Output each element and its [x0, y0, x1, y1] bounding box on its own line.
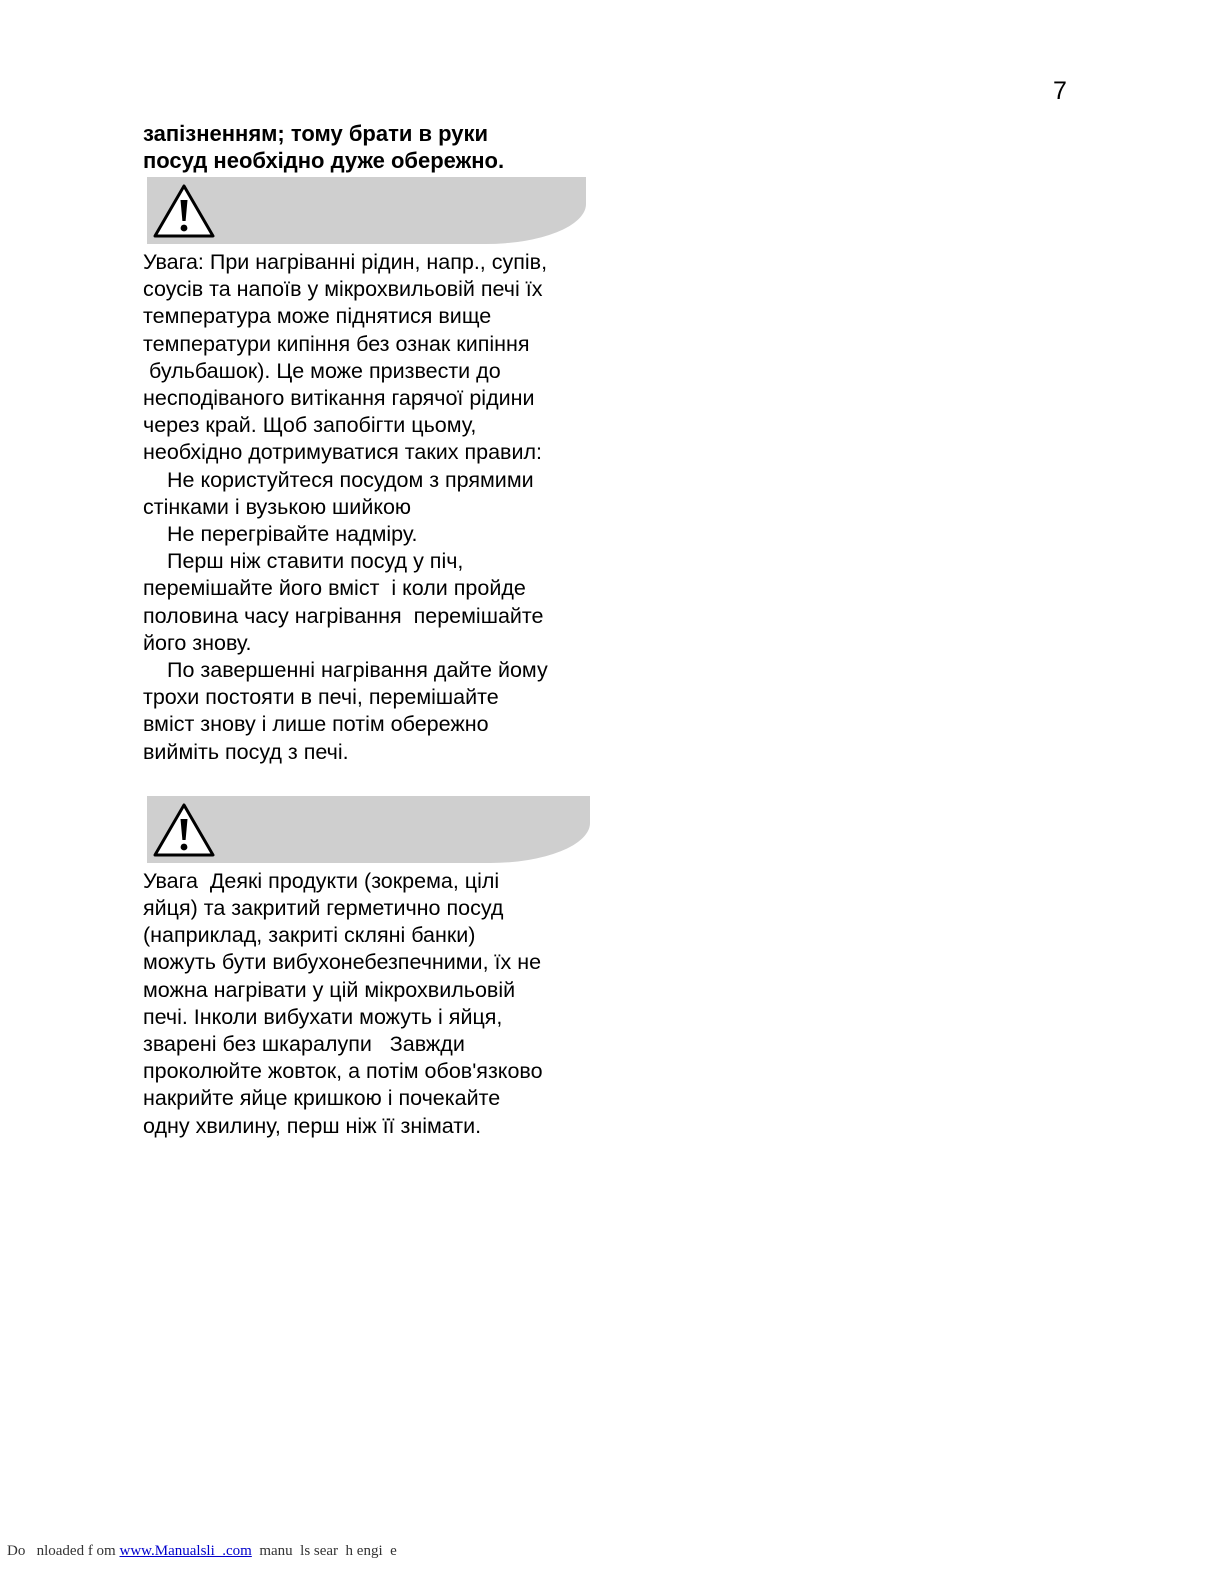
- text-line: зварені без шкаралупи Завжди: [143, 1032, 465, 1057]
- text-line: вміст знову і лише потім обережно: [143, 712, 489, 737]
- text-line: печі. Інколи вибухати можуть і яйця,: [143, 1004, 503, 1029]
- manualslib-link[interactable]: www.Manualsli .com: [119, 1543, 252, 1559]
- text-line: можуть бути вибухонебезпечними, їх не: [143, 950, 542, 975]
- warning-triangle-icon: [152, 802, 216, 858]
- warning-triangle-icon: [152, 183, 216, 239]
- text-line: перемішайте його вміст і коли пройде: [143, 576, 526, 601]
- text-line: трохи постояти в печі, перемішайте: [143, 685, 499, 710]
- text-line: температури кипіння без ознак кипіння: [143, 331, 530, 356]
- text-line: половина часу нагрівання перемішайте: [143, 603, 544, 628]
- text-line: температура може піднятися вище: [143, 304, 492, 329]
- rule-item: По завершенні нагрівання дайте йому: [167, 658, 548, 683]
- text-line: через край. Щоб запобігти цьому,: [143, 413, 477, 438]
- text-line: стінками і вузькою шийкою: [143, 494, 412, 519]
- text-line: бульбашок). Це може призвести до: [143, 358, 501, 383]
- warning-banner: [147, 177, 586, 244]
- text-line: необхідно дотримуватися таких правил:: [143, 440, 542, 465]
- rule-item: Не перегрівайте надміру.: [167, 522, 418, 547]
- text-line: можна нагрівати у цій мікрохвильовій: [143, 977, 516, 1002]
- text-line: несподіваного витікання гарячої рідини: [143, 386, 535, 411]
- text-line: його знову.: [143, 630, 252, 655]
- text-line: Увага Деякі продукти (зокрема, цілі: [143, 868, 500, 893]
- footer-suffix: manu ls sear h engi e: [251, 1543, 397, 1559]
- text-line: (наприклад, закриті скляні банки): [143, 923, 476, 948]
- text-line: Увага: При нагріванні рідин, напр., супів,: [143, 250, 548, 274]
- download-footer: [7, 1541, 397, 1561]
- text-line: накрийте яйце кришкою і почекайте: [143, 1086, 501, 1111]
- page-content: [143, 120, 613, 1140]
- rule-item: Перш ніж ставити посуд у піч,: [167, 549, 464, 574]
- rule-item: Не користуйтеся посудом з прямими: [167, 467, 534, 492]
- footer-prefix: Do nloaded f om: [7, 1543, 120, 1559]
- page-number: 7: [1053, 77, 1067, 105]
- text-line: одну хвилину, перш ніж її знімати.: [143, 1113, 482, 1138]
- warning-paragraph-eggs: [143, 868, 613, 1140]
- warning-paragraph-hot-liquids: [143, 249, 613, 766]
- lead-text: [143, 120, 613, 174]
- text-line: проколюйте жовток, а потім обов'язково: [143, 1059, 543, 1084]
- lead-line: запізненням; тому брати в руки: [143, 121, 489, 146]
- text-line: яйця) та закритий герметично посуд: [143, 896, 504, 921]
- warning-banner: [147, 796, 590, 863]
- lead-line: посуд необхідно дуже обережно.: [143, 148, 505, 173]
- text-line: вийміть посуд з печі.: [143, 739, 349, 764]
- text-line: соусів та напоїв у мікрохвильовій печі їх: [143, 277, 543, 302]
